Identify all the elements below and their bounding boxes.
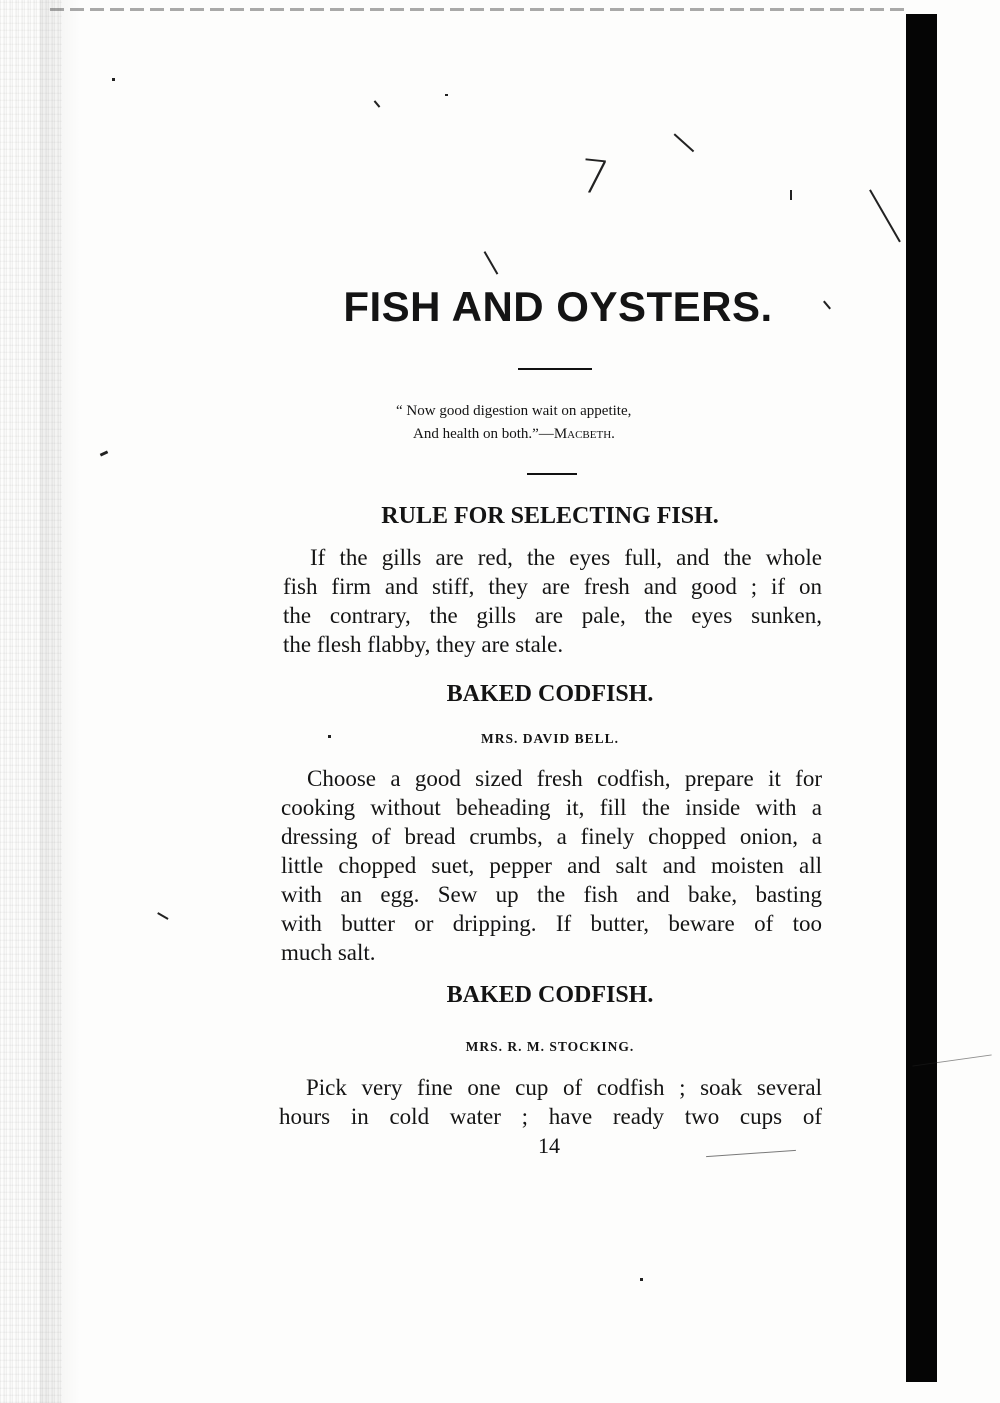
epigraph-divider <box>527 473 577 475</box>
text-line: with butter or dripping. If butter, beware of too <box>281 911 822 936</box>
text-line: Choose a good sized fresh codfish, prepare it for <box>307 766 822 791</box>
scan-speck <box>100 450 109 456</box>
epigraph-source: Macbeth. <box>553 426 615 442</box>
text-line: If the gills are red, the eyes full, and the whole <box>310 545 822 570</box>
text-line: the contrary, the gills are pale, the eyes sunken, <box>283 603 822 628</box>
recipe-heading: BAKED CODFISH. <box>446 982 654 1008</box>
scan-speck <box>706 1150 796 1157</box>
recipe-heading: BAKED CODFISH. <box>446 681 654 707</box>
section-heading: RULE FOR SELECTING FISH. <box>381 503 719 529</box>
text-line: cooking without beheading it, fill the inside with a <box>281 795 822 820</box>
scan-speck <box>157 912 168 919</box>
scan-speck <box>374 100 381 107</box>
scan-speck <box>674 134 694 153</box>
recipe-author: MRS. DAVID BELL. <box>480 731 620 746</box>
epigraph-line: “ Now good digestion wait on appetite, <box>396 403 632 419</box>
scan-speck <box>484 251 498 274</box>
handwritten-page-mark: 7 <box>577 148 613 206</box>
scan-speck <box>869 190 900 243</box>
text-line: the flesh flabby, they are stale. <box>283 632 564 657</box>
recipe-author: MRS. R. M. STOCKING. <box>465 1039 635 1054</box>
text-line: dressing of bread crumbs, a finely chopped onion, a <box>281 824 822 849</box>
text-line: Pick very fine one cup of codfish ; soak several <box>306 1075 822 1100</box>
page-number: 14 <box>538 1133 560 1158</box>
scan-speck <box>445 94 448 96</box>
scan-speck <box>640 1278 643 1281</box>
title-divider <box>518 368 592 370</box>
top-page-edge <box>50 8 910 11</box>
epigraph-line <box>413 423 615 445</box>
binding-shadow <box>40 0 80 1403</box>
scan-speck <box>790 190 792 200</box>
text-line: little chopped suet, pepper and salt and moisten all <box>281 853 822 878</box>
text-line: fish firm and stiff, they are fresh and good ; if on <box>283 574 822 599</box>
text-line: much salt. <box>281 940 376 965</box>
text-line: with an egg. Sew up the fish and bake, basting <box>281 882 822 907</box>
epigraph-text: And health on both.”— <box>413 426 554 442</box>
chapter-title: FISH AND OYSTERS. <box>343 283 773 330</box>
right-scan-border <box>906 14 937 1382</box>
scan-speck <box>112 78 115 81</box>
text-line: hours in cold water ; have ready two cups of <box>279 1104 822 1129</box>
